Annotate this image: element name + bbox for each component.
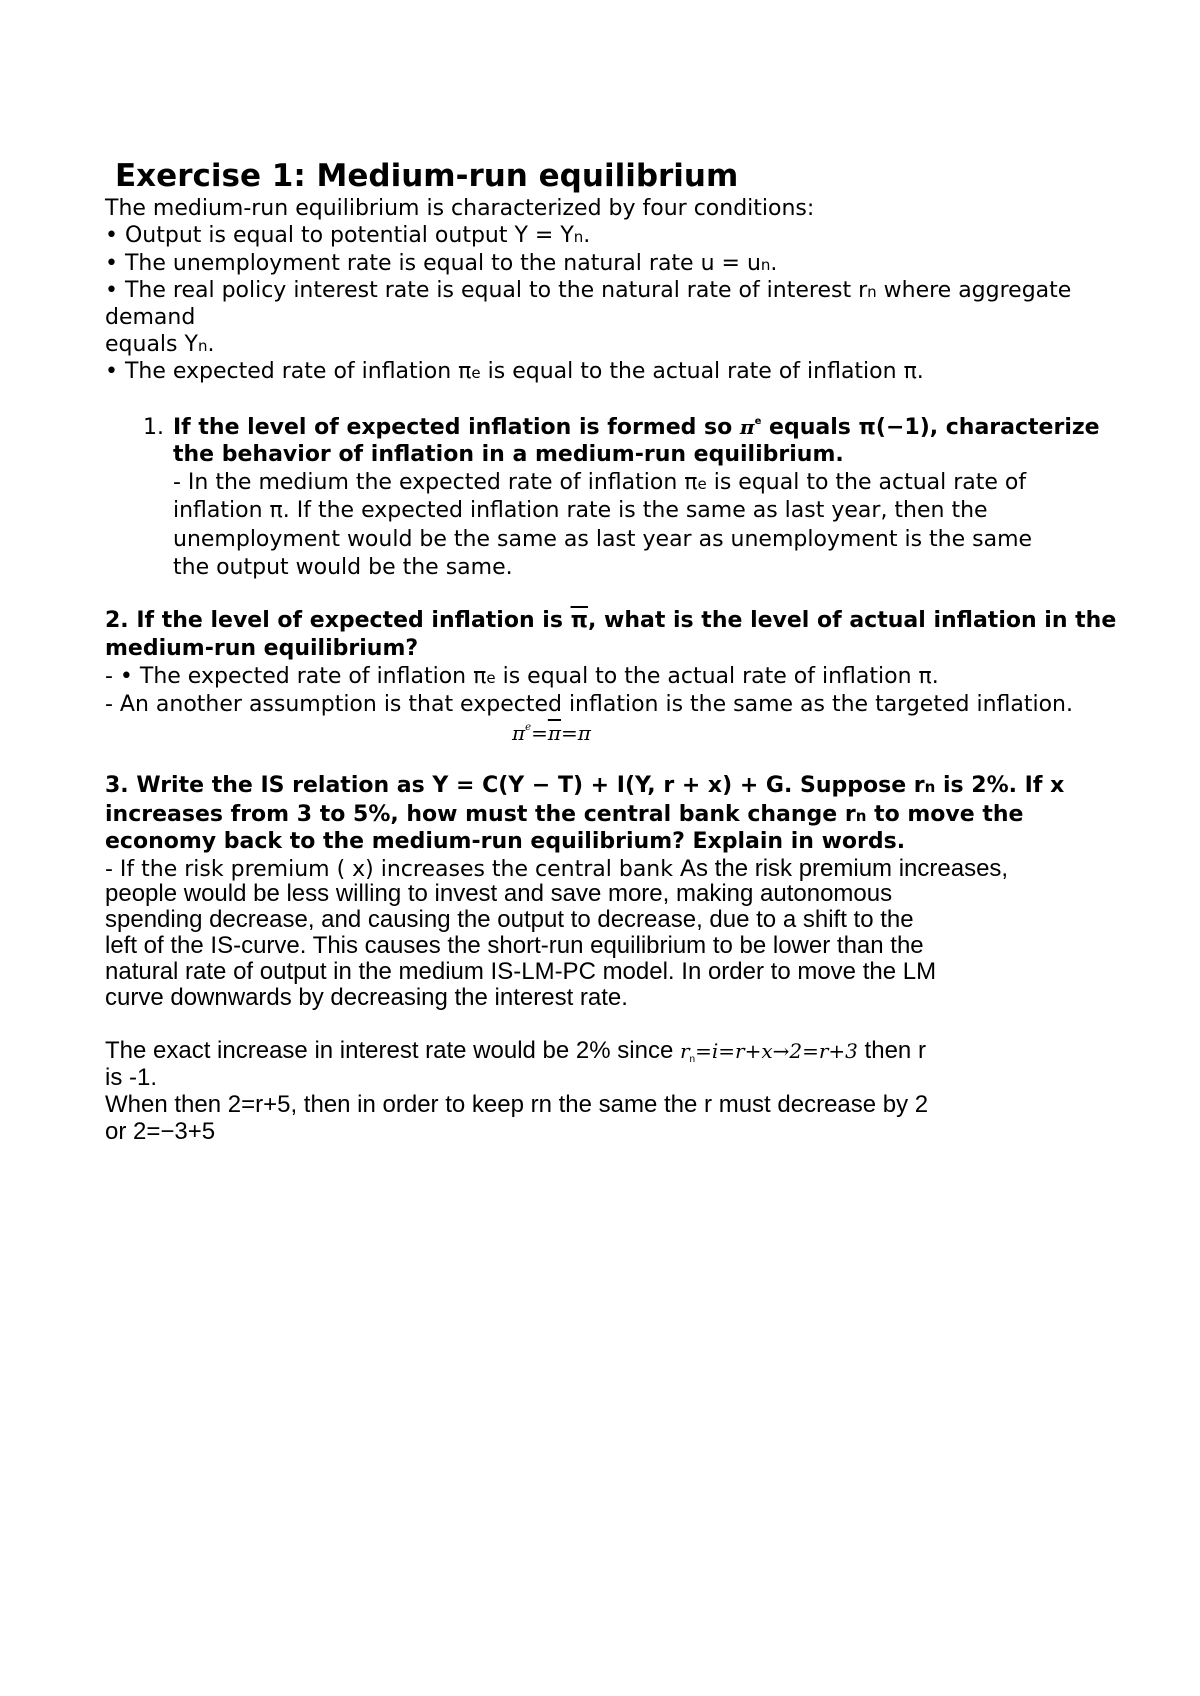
question-3-line-2-subscript: n — [855, 807, 867, 825]
answer-1-line-2: inflation π. If the expected inflation rate is the same as last year, then the — [173, 498, 988, 523]
question-3-line-2 — [105, 804, 1023, 826]
answer-1-subscript: e — [697, 475, 707, 493]
equation-equals: = — [531, 721, 548, 745]
question-1-text: If the level of expected inflation is formed so — [173, 415, 740, 440]
answer-2-tail: is equal to the actual rate of inflation π. — [495, 664, 939, 689]
condition-3-text: • The real policy interest rate is equal to the natural rate of interest r — [105, 278, 868, 303]
condition-2-subscript: n — [760, 256, 771, 274]
equation-rest: =π — [561, 721, 591, 745]
question-2-line-1 — [105, 610, 1116, 632]
answer-1-line-4: the output would be the same. — [173, 555, 513, 580]
equation-pi-superscript: e — [525, 722, 532, 733]
condition-4-text: • The expected rate of inflation π — [105, 359, 472, 384]
answer-2-line-1 — [105, 666, 939, 688]
condition-1: • Output is equal to potential output Y = Yn. — [105, 223, 591, 248]
answer-3-line-9: When then 2=r+5, then in order to keep rn the same the r must decrease by 2 — [105, 1091, 929, 1118]
answer-3-line-3: spending decrease, and causing the output to decrease, due to a shift to the — [105, 906, 914, 933]
question-3-subscript: n — [924, 778, 936, 796]
question-3-line-2-text: increases from 3 to 5%, how must the central bank change r — [105, 802, 856, 827]
answer-3-line-5: natural rate of output in the medium IS-LM-PC model. In order to move the LM — [105, 958, 937, 985]
answer-1-line-3: unemployment would be the same as last year as unemployment is the same — [173, 527, 1033, 552]
answer-2-text: - • The expected rate of inflation π — [105, 664, 487, 689]
question-3-line-2-tail: to move the — [866, 802, 1024, 827]
question-3-line-3: economy back to the medium-run equilibrium? Explain in words. — [105, 829, 906, 854]
intro-text: The medium-run equilibrium is characterized by four conditions: — [105, 196, 815, 221]
condition-2: • The unemployment rate is equal to the natural rate u = un. — [105, 251, 778, 276]
question-1-line-1 — [173, 417, 1100, 439]
answer-1-text: - In the medium the expected rate of inflation π — [173, 470, 698, 495]
answer-3-line-2: people would be less willing to invest and save more, making autonomous — [105, 880, 893, 907]
pi-bar-symbol: $\overline{\pi}$ — [570, 608, 588, 633]
condition-4-subscript: e — [471, 364, 481, 382]
exercise-title: Exercise 1: Medium-run equilibrium — [115, 158, 739, 194]
answer-3-line-8: is -1. — [105, 1064, 158, 1091]
condition-3-end-text: equals Y — [105, 332, 198, 357]
rn-subscript: n — [689, 1054, 696, 1065]
answer-2-subscript: e — [486, 669, 496, 687]
condition-1-text: • Output is equal to potential output Y = Y — [105, 223, 574, 248]
question-3-text: 3. Write the IS relation as Y = C(Y − T) + I(Y, r + x) + G. Suppose r — [105, 773, 925, 798]
question-2-text: 2. If the level of expected inflation is — [105, 608, 571, 633]
answer-3-calibri-text: As the risk premium increases, — [680, 855, 1009, 882]
answer-3-line-1 — [105, 857, 1008, 881]
condition-4-tail: is equal to the actual rate of inflation π. — [480, 359, 924, 384]
condition-2-text: • The unemployment rate is equal to the natural rate u = u — [105, 251, 761, 276]
condition-3-tail: where aggregate — [876, 278, 1072, 303]
question-3-line-1 — [105, 775, 1064, 797]
answer-1-line-1 — [173, 472, 1026, 494]
answer-2-line-2: - An another assumption is that expected inflation is the same as the targeted inflation. — [105, 692, 1073, 717]
question-2-line-2: medium-run equilibrium? — [105, 636, 419, 661]
rn-symbol: r — [679, 1039, 690, 1063]
condition-3-subscript: n — [867, 283, 877, 301]
condition-4 — [105, 361, 924, 383]
condition-3-end-subscript: n — [197, 337, 208, 355]
equation-pi — [512, 723, 591, 743]
equation-pi-symbol: π — [512, 721, 526, 745]
answer-3-line-7-text: The exact increase in interest rate would be 2% since — [105, 1037, 680, 1064]
answer-3-line-4: left of the IS-curve. This causes the short-run equilibrium to be lower than the — [105, 932, 924, 959]
question-1-line-2: the behavior of inflation in a medium-run equilibrium. — [173, 442, 844, 467]
question-1-number: 1. — [143, 415, 164, 440]
expected-pi-superscript: e — [754, 416, 762, 427]
answer-1-tail: is equal to the actual rate of — [706, 470, 1027, 495]
rn-equation: =i=r+x→2=r+3 — [695, 1039, 858, 1063]
condition-3-cont: demand — [105, 305, 196, 330]
question-2-tail: , what is the level of actual inflation in the — [587, 608, 1117, 633]
condition-3-end: equals Yn. — [105, 332, 215, 357]
answer-3-line-7-tail: then r — [857, 1037, 926, 1064]
expected-pi-symbol: π — [739, 415, 755, 439]
answer-3-line-7 — [105, 1039, 926, 1065]
question-1-tail: equals π(−1), characterize — [761, 415, 1100, 440]
equation-pi-bar: $\overline{\pi}$ — [547, 721, 561, 745]
condition-3 — [105, 280, 1071, 302]
question-3-tail: is 2%. If x — [935, 773, 1065, 798]
condition-1-subscript: n — [573, 228, 584, 246]
answer-3-line-10: or 2=−3+5 — [105, 1118, 216, 1145]
answer-3-text: - If the risk premium ( x) increases the central bank — [105, 857, 680, 882]
answer-3-line-6: curve downwards by decreasing the interest rate. — [105, 984, 628, 1011]
